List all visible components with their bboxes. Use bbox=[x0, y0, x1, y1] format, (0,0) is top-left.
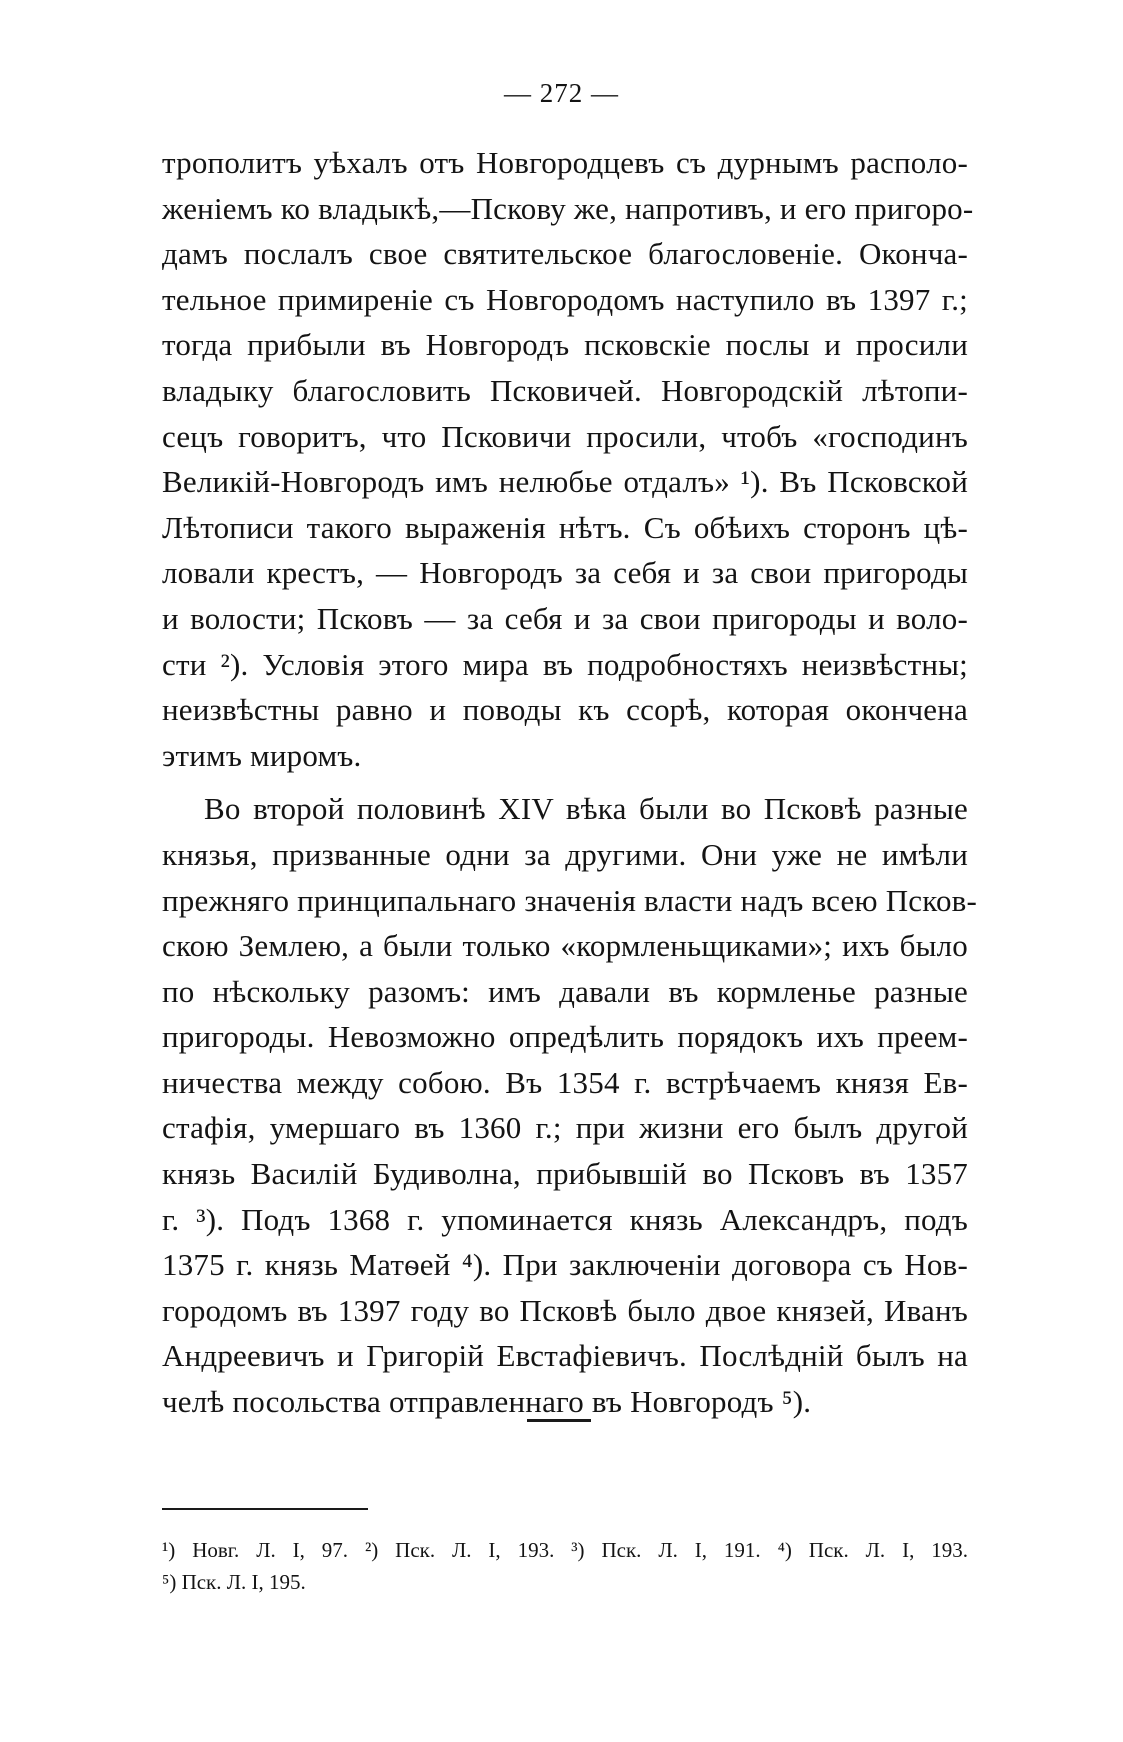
text-line: Андреевичъ и Григорій Евстафіевичъ. Послѣдній былъ на bbox=[162, 1338, 968, 1374]
text-line: дамъ послалъ свое святительское благословеніе. Оконча- bbox=[162, 236, 968, 272]
text-line: прежняго принципальнаго значенія власти надъ всею Псков- bbox=[162, 882, 978, 918]
text-line: по нѣскольку разомъ: имъ давали въ кормленье разные bbox=[162, 973, 968, 1009]
text-line: скою Землею, а были только «кормленьщиками»; ихъ было bbox=[162, 928, 968, 964]
text-line: князь Василій Будиволна, прибывшій во Псковъ въ 1357 bbox=[162, 1156, 968, 1192]
text-line: Лѣтописи такого выраженія нѣтъ. Съ обѣихъ сторонъ цѣ- bbox=[162, 509, 968, 545]
paragraph-gap bbox=[162, 778, 968, 786]
text-line: Великій-Новгородъ имъ нелюбье отдалъ» ¹). Въ Псковской bbox=[162, 464, 968, 500]
text-line: сти ²). Условія этого мира въ подробностяхъ неизвѣстны; bbox=[162, 646, 968, 682]
text-line: неизвѣстны равно и поводы къ ссорѣ, которая окончена bbox=[162, 692, 968, 728]
text-line: челѣ посольства отправленнаго въ Новгородъ ⁵). bbox=[162, 1384, 812, 1420]
text-line: Во второй половинѣ XIV вѣка были во Псковѣ разные bbox=[204, 791, 968, 827]
footnote-line: ⁵) Пск. Л. I, 195. bbox=[162, 1570, 306, 1594]
text-line: этимъ миромъ. bbox=[162, 737, 362, 773]
footnote-line: ¹) Новг. Л. I, 97. ²) Пск. Л. I, 193. ³) Пск. Л. I, 191. ⁴) Пск. Л. I, 193. bbox=[162, 1538, 968, 1562]
text-line: женіемъ ко владыкѣ,—Пскову же, напротивъ, и его пригоро- bbox=[162, 190, 974, 226]
text-line: стафія, умершаго въ 1360 г.; при жизни его былъ другой bbox=[162, 1110, 968, 1146]
text-line: ничества между собою. Въ 1354 г. встрѣчаемъ князя Ев- bbox=[162, 1064, 968, 1100]
text-line: князья, призванные одни за другими. Они уже не имѣли bbox=[162, 836, 968, 872]
text-line: владыку благословить Псковичей. Новгородскій лѣтопи- bbox=[162, 372, 968, 408]
text-line: и волости; Псковъ — за себя и за свои пригороды и воло- bbox=[162, 600, 968, 636]
section-end-rule bbox=[527, 1419, 591, 1422]
footnote-rule bbox=[162, 1508, 368, 1510]
text-line: тогда прибыли въ Новгородъ псковскіе послы и просили bbox=[162, 327, 968, 363]
text-line: городомъ въ 1397 году во Псковѣ было двое князей, Иванъ bbox=[162, 1292, 968, 1328]
text-line: 1375 г. князь Матѳей ⁴). При заключеніи договора съ Нов- bbox=[162, 1247, 968, 1283]
paragraph bbox=[162, 786, 978, 1424]
text-line: пригороды. Невозможно опредѣлить порядокъ ихъ преем- bbox=[162, 1019, 968, 1055]
text-line: ловали крестъ, — Новгородъ за себя и за свои пригороды bbox=[162, 555, 968, 591]
paragraph bbox=[162, 140, 974, 778]
footnotes bbox=[162, 1534, 968, 1598]
text-line: г. ³). Подъ 1368 г. упоминается князь Александръ, подъ bbox=[162, 1201, 968, 1237]
body-text bbox=[162, 140, 978, 1425]
text-line: сецъ говоритъ, что Псковичи просили, чтобъ «господинъ bbox=[162, 418, 968, 454]
page-number: — 272 — bbox=[504, 78, 619, 108]
text-line: трополитъ уѣхалъ отъ Новгородцевъ съ дурнымъ располо- bbox=[162, 145, 968, 180]
text-line: тельное примиреніе съ Новгородомъ наступило въ 1397 г.; bbox=[162, 281, 968, 317]
